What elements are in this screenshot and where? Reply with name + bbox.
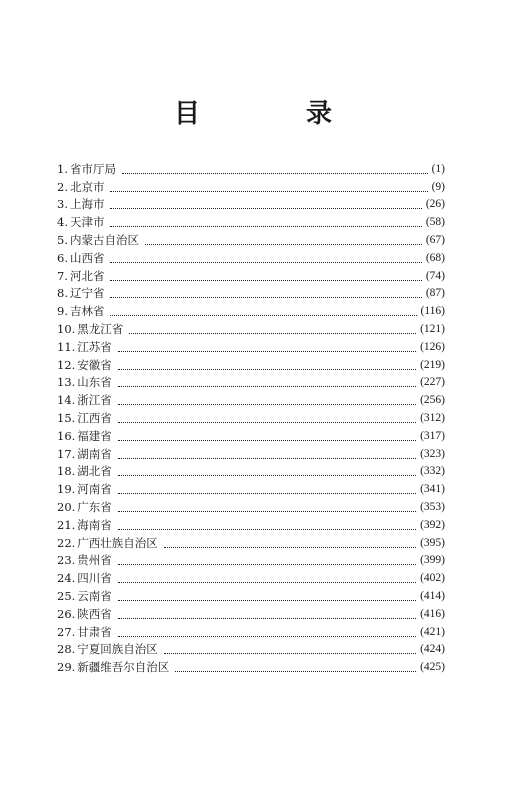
- toc-entry[interactable]: [57, 408, 445, 426]
- entry-title: 新疆维吾尔自治区: [77, 660, 170, 675]
- entry-title: 山西省: [69, 250, 105, 265]
- entry-title: 宁夏回族自治区: [77, 642, 158, 657]
- toc-entry[interactable]: [57, 319, 445, 337]
- toc-entry[interactable]: [57, 586, 445, 604]
- entry-number: 25.: [57, 588, 76, 603]
- entry-title: 福建省: [77, 428, 112, 443]
- entry-title: 甘肃省: [77, 624, 112, 639]
- entry-title: 河南省: [77, 482, 112, 497]
- toc-entry[interactable]: [57, 373, 445, 391]
- entry-number: 26.: [57, 606, 76, 621]
- entry-title: 辽宁省: [69, 286, 105, 301]
- entry-page-number: (317): [420, 429, 445, 442]
- entry-number: 12.: [57, 357, 76, 372]
- entry-page-number: (68): [425, 251, 445, 264]
- entry-number: 14.: [57, 393, 76, 408]
- dot-leader: [110, 207, 421, 209]
- entry-page-number: (9): [431, 180, 445, 193]
- entry-page-number: (26): [425, 198, 445, 211]
- dot-leader: [118, 599, 416, 601]
- dot-leader: [118, 403, 416, 405]
- entry-title: 上海市: [69, 197, 105, 212]
- entry-page-number: (74): [425, 269, 445, 282]
- entry-title: 北京市: [69, 179, 105, 194]
- entry-number: 7.: [57, 268, 68, 283]
- entry-number: 2.: [57, 179, 68, 194]
- entry-number: 18.: [57, 464, 76, 479]
- entry-page-number: (353): [420, 500, 445, 513]
- entry-page-number: (425): [420, 661, 445, 674]
- entry-number: 29.: [57, 660, 76, 675]
- entry-number: 15.: [57, 410, 76, 425]
- toc-entry[interactable]: [57, 159, 445, 177]
- entry-number: 6.: [57, 250, 68, 265]
- dot-leader: [118, 635, 416, 637]
- toc-entry[interactable]: [57, 390, 445, 408]
- entry-title: 贵州省: [77, 553, 112, 568]
- entry-page-number: (227): [420, 376, 445, 389]
- dot-leader: [118, 528, 416, 530]
- entry-title: 陕西省: [77, 606, 112, 621]
- toc-entry[interactable]: [57, 622, 445, 640]
- toc-entry[interactable]: [57, 657, 445, 675]
- entry-page-number: (424): [420, 643, 445, 656]
- toc-entry[interactable]: [57, 301, 445, 319]
- entry-title: 河北省: [69, 268, 105, 283]
- entry-number: 23.: [57, 553, 76, 568]
- entry-title: 江苏省: [77, 339, 112, 354]
- entry-title: 江西省: [77, 410, 112, 425]
- toc-entry[interactable]: [57, 444, 445, 462]
- dot-leader: [118, 350, 416, 352]
- entry-page-number: (392): [420, 518, 445, 531]
- toc-entry[interactable]: [57, 426, 445, 444]
- table-of-contents: [57, 159, 445, 675]
- entry-title: 湖南省: [77, 446, 112, 461]
- entry-title: 省市厅局: [69, 161, 116, 176]
- dot-leader: [145, 243, 422, 245]
- entry-page-number: (421): [420, 625, 445, 638]
- entry-number: 8.: [57, 286, 68, 301]
- toc-entry[interactable]: [57, 551, 445, 569]
- entry-title: 湖北省: [77, 464, 112, 479]
- entry-title: 安徽省: [77, 357, 112, 372]
- entry-number: 10.: [57, 321, 76, 336]
- entry-title: 内蒙古自治区: [69, 232, 139, 247]
- entry-page-number: (58): [425, 216, 445, 229]
- dot-leader: [129, 332, 416, 334]
- toc-entry[interactable]: [57, 195, 445, 213]
- entry-number: 13.: [57, 375, 76, 390]
- entry-page-number: (67): [425, 233, 445, 246]
- dot-leader: [118, 510, 416, 512]
- entry-page-number: (116): [420, 305, 445, 318]
- entry-page-number: (332): [420, 465, 445, 478]
- dot-leader: [110, 261, 421, 263]
- entry-number: 11.: [57, 339, 76, 354]
- entry-title: 四川省: [77, 571, 112, 586]
- toc-entry[interactable]: [57, 497, 445, 515]
- toc-entry[interactable]: [57, 604, 445, 622]
- entry-page-number: (323): [420, 447, 445, 460]
- entry-number: 28.: [57, 642, 76, 657]
- dot-leader: [110, 190, 427, 192]
- dot-leader: [110, 296, 421, 298]
- dot-leader: [110, 279, 421, 281]
- dot-leader: [118, 492, 416, 494]
- entry-page-number: (219): [420, 358, 445, 371]
- entry-title: 云南省: [77, 588, 112, 603]
- entry-title: 吉林省: [69, 304, 105, 319]
- entry-page-number: (312): [420, 411, 445, 424]
- dot-leader: [122, 172, 428, 174]
- toc-entry[interactable]: [57, 248, 445, 266]
- entry-title: 浙江省: [77, 393, 112, 408]
- toc-entry[interactable]: [57, 266, 445, 284]
- toc-entry[interactable]: [57, 533, 445, 551]
- toc-entry[interactable]: [57, 177, 445, 195]
- entry-page-number: (1): [431, 162, 445, 175]
- entry-number: 22.: [57, 535, 76, 550]
- entry-page-number: (395): [420, 536, 445, 549]
- dot-leader: [110, 225, 421, 227]
- dot-leader: [110, 314, 416, 316]
- entry-page-number: (256): [420, 394, 445, 407]
- dot-leader: [118, 421, 416, 423]
- dot-leader: [164, 546, 416, 548]
- entry-number: 17.: [57, 446, 76, 461]
- toc-entry[interactable]: [57, 355, 445, 373]
- toc-entry[interactable]: [57, 640, 445, 658]
- toc-entry[interactable]: [57, 230, 445, 248]
- dot-leader: [164, 652, 416, 654]
- page-title: 目 录: [173, 99, 372, 129]
- entry-page-number: (121): [420, 322, 445, 335]
- dot-leader: [118, 563, 416, 565]
- dot-leader: [118, 474, 416, 476]
- dot-leader: [118, 368, 416, 370]
- entry-page-number: (126): [420, 340, 445, 353]
- entry-number: 16.: [57, 428, 76, 443]
- entry-number: 5.: [57, 232, 68, 247]
- dot-leader: [118, 581, 416, 583]
- entry-title: 天津市: [69, 215, 105, 230]
- toc-entry[interactable]: [57, 515, 445, 533]
- toc-entry[interactable]: [57, 479, 445, 497]
- entry-number: 21.: [57, 517, 76, 532]
- entry-title: 海南省: [77, 517, 112, 532]
- entry-title: 广东省: [77, 499, 112, 514]
- toc-entry[interactable]: [57, 212, 445, 230]
- dot-leader: [118, 439, 416, 441]
- dot-leader: [175, 670, 416, 672]
- entry-title: 山东省: [77, 375, 112, 390]
- entry-number: 24.: [57, 571, 76, 586]
- entry-number: 20.: [57, 499, 76, 514]
- entry-number: 27.: [57, 624, 76, 639]
- dot-leader: [118, 617, 416, 619]
- entry-number: 19.: [57, 482, 76, 497]
- entry-number: 4.: [57, 215, 68, 230]
- entry-page-number: (87): [425, 287, 445, 300]
- dot-leader: [118, 385, 416, 387]
- toc-entry[interactable]: [57, 462, 445, 480]
- entry-page-number: (402): [420, 572, 445, 585]
- dot-leader: [118, 457, 416, 459]
- entry-page-number: (416): [420, 607, 445, 620]
- toc-entry[interactable]: [57, 337, 445, 355]
- entry-number: 1.: [57, 161, 68, 176]
- entry-page-number: (399): [420, 554, 445, 567]
- entry-title: 广西壮族自治区: [77, 535, 158, 550]
- toc-entry[interactable]: [57, 284, 445, 302]
- entry-title: 黑龙江省: [77, 321, 124, 336]
- toc-entry[interactable]: [57, 568, 445, 586]
- entry-page-number: (414): [420, 589, 445, 602]
- entry-number: 9.: [57, 304, 68, 319]
- entry-number: 3.: [57, 197, 68, 212]
- entry-page-number: (341): [420, 483, 445, 496]
